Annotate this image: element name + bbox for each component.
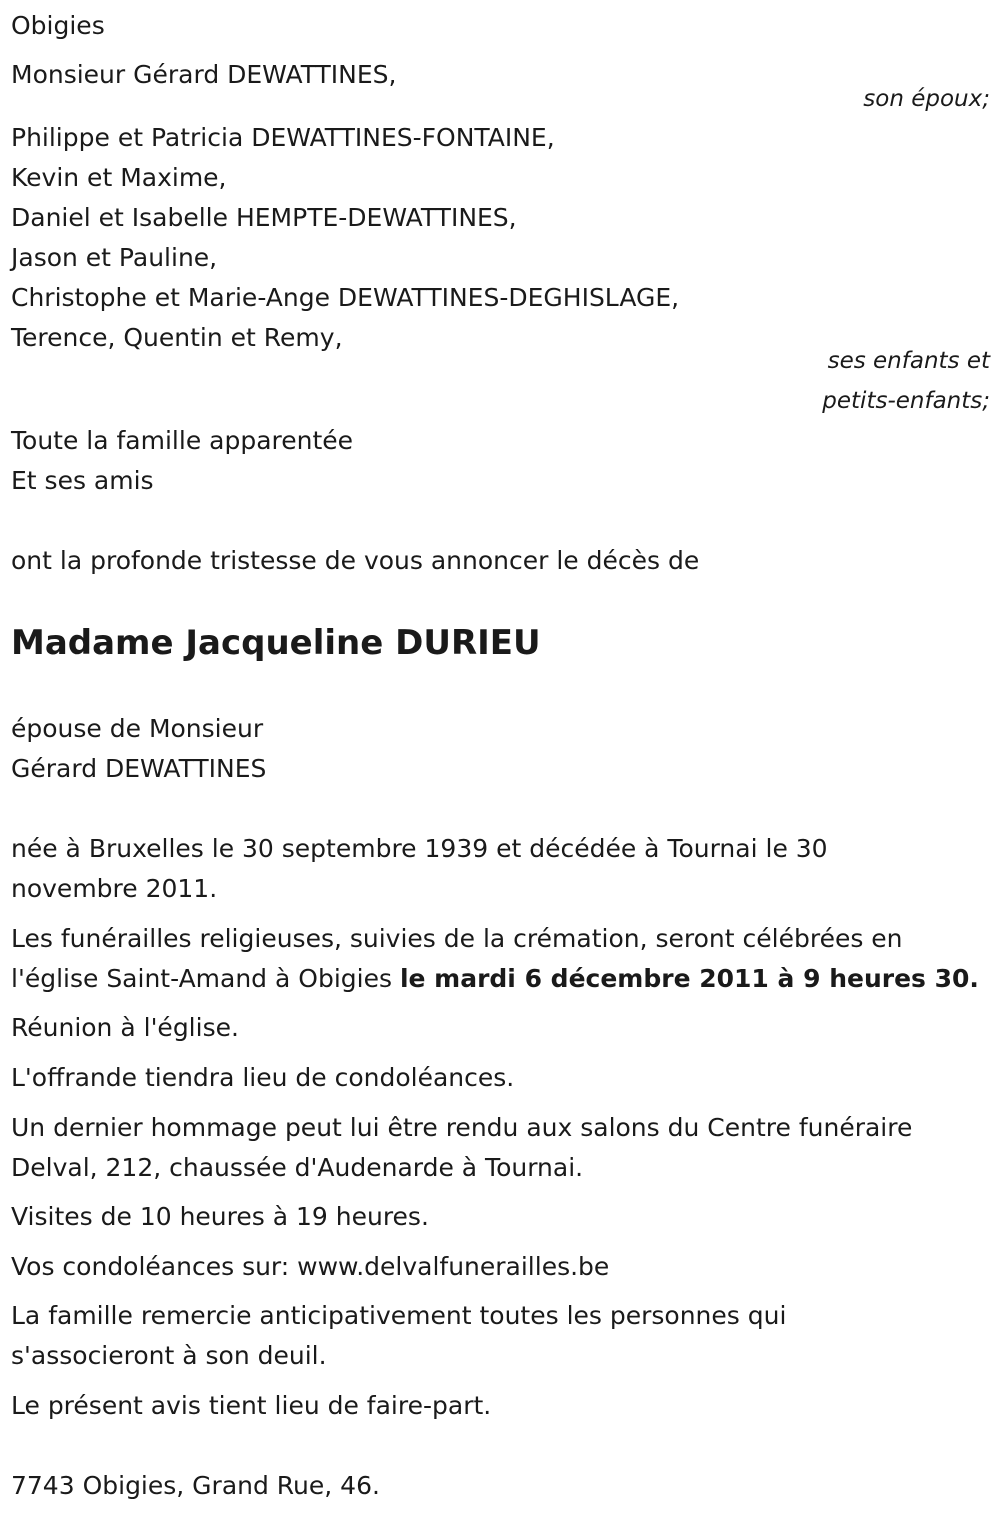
notice-text: Le présent avis tient lieu de faire-part. — [11, 1391, 492, 1420]
child-line-6: Terence, Quentin et Remy, — [11, 323, 343, 352]
family-line-2: Et ses amis — [11, 466, 154, 495]
location-heading: Obigies — [11, 11, 105, 40]
address-text: 7743 Obigies, Grand Rue, 46. — [11, 1471, 380, 1500]
spouse-name: Monsieur Gérard DEWATTINES, — [11, 60, 397, 89]
thanks-line-2: s'associeront à son deuil. — [11, 1341, 327, 1370]
funeral-place: l'église Saint-Amand à Obigies — [11, 964, 400, 993]
children-role-2: petits-enfants; — [822, 388, 990, 414]
birth-death-line-1: née à Bruxelles le 30 septembre 1939 et décédée à Tournai le 30 — [11, 834, 828, 863]
child-line-1: Philippe et Patricia DEWATTINES-FONTAINE, — [11, 123, 555, 152]
child-line-3: Daniel et Isabelle HEMPTE-DEWATTINES, — [11, 203, 517, 232]
child-line-5: Christophe et Marie-Ange DEWATTINES-DEGHISLAGE, — [11, 283, 680, 312]
condolences-text: Vos condoléances sur: www.delvalfunerailles.be — [11, 1252, 610, 1281]
reunion-text: Réunion à l'église. — [11, 1013, 239, 1042]
tribute-line-1: Un dernier hommage peut lui être rendu aux salons du Centre funéraire — [11, 1113, 913, 1142]
child-line-2: Kevin et Maxime, — [11, 163, 227, 192]
children-role-1: ses enfants et — [827, 348, 990, 374]
thanks-line-1: La famille remercie anticipativement toutes les personnes qui — [11, 1301, 787, 1330]
tribute-line-2: Delval, 212, chaussée d'Audenarde à Tournai. — [11, 1153, 584, 1182]
funeral-date: le mardi 6 décembre 2011 à 9 heures 30. — [399, 964, 979, 993]
visits-text: Visites de 10 heures à 19 heures. — [11, 1202, 429, 1231]
spouse-role: son époux; — [863, 86, 990, 112]
spouse-of-line-2: Gérard DEWATTINES — [11, 754, 267, 783]
offering-text: L'offrande tiendra lieu de condoléances. — [11, 1063, 515, 1092]
family-line-1: Toute la famille apparentée — [11, 426, 354, 455]
birth-death-line-2: novembre 2011. — [11, 874, 218, 903]
child-line-4: Jason et Pauline, — [11, 243, 218, 272]
funeral-line-2 — [11, 959, 979, 999]
spouse-of-line-1: épouse de Monsieur — [11, 714, 264, 743]
funeral-line-1: Les funérailles religieuses, suivies de la crémation, seront célébrées en — [11, 924, 903, 953]
deceased-name: Madame Jacqueline DURIEU — [11, 623, 541, 663]
announcement-text: ont la profonde tristesse de vous annoncer le décès de — [11, 546, 700, 575]
